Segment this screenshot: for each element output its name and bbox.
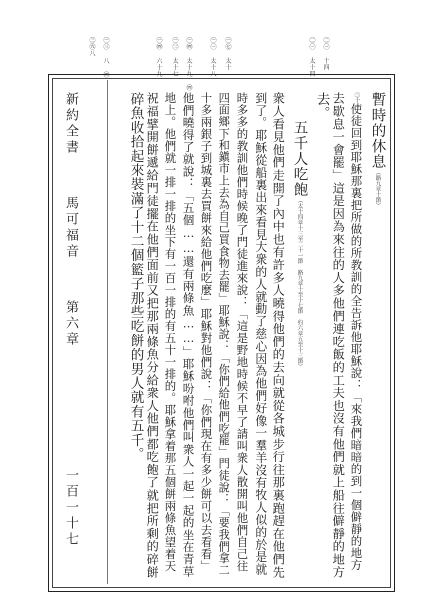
text-column <box>254 92 266 576</box>
text-column <box>128 92 142 461</box>
text-line: 十多兩銀子到城裏去買餅來給他們吃麼」耶穌對他們說：「你們現在有多少餅可以去看看」 <box>199 92 214 572</box>
section-heading-ref: 太十四章十三至二十一節 路九章十至十七節 約六章五至十三節 <box>296 203 303 364</box>
text-column <box>235 92 250 572</box>
text-column <box>146 92 158 578</box>
text-line: 地上。他們就一排一排的坐下有一百一排的有五十一排的。耶穌拿着那五個餅兩條魚望着天 <box>163 92 178 572</box>
cross-ref-note: ㊀㊁ 太十七 <box>171 37 178 77</box>
gospel-title: 馬可福音 <box>63 196 78 260</box>
verse-number: ㊂十 <box>353 92 360 103</box>
book-title: 新約全書 <box>63 92 78 156</box>
cross-ref-note: ㊁㊀ 十四 <box>322 37 329 71</box>
page-number: 一百一十七 <box>63 468 78 548</box>
cross-ref-note: ㊂㊈八 <box>88 37 95 57</box>
section-heading-title: 暫時的休息 <box>369 92 386 170</box>
column-rule <box>107 80 108 584</box>
cross-ref-note: ㊀㊂ 八 ㊃ <box>102 37 109 78</box>
text-line: 他們曉得了就說：「五個……還有兩條魚……」耶穌吩咐他們叫衆人一起一起的坐在青草 <box>181 92 196 578</box>
text-column <box>182 92 194 577</box>
text-column <box>163 92 178 572</box>
cross-ref-note: ㊀㊆ 太十 <box>224 37 231 71</box>
text-line: 去。 <box>313 92 330 121</box>
section-heading-ref: 路九章十節 <box>374 175 381 203</box>
text-line: 衆人看見他們走開了內中也有許多人曉得他們的去向就從各城步行往那裏跑趕在他們先 <box>271 92 286 579</box>
text-line: 時多多的教訓他們時候晚了門徒進來說：「這是野地時候不早了請叫衆人散開叫他們自己往 <box>235 92 250 572</box>
cross-ref-note: ㊀㊃ 太十九 ㊃ <box>185 37 192 91</box>
text-column <box>332 92 344 578</box>
section-heading: 五千人吃飽（太十四章十三至二十一節 路九章十至十七節 約六章五至十三節） <box>291 120 308 369</box>
text-column <box>349 92 364 578</box>
text-line: 四面鄉下和鎭市上去為自己買食物去罷」耶穌說：「你們給他們吃罷」門徒說：「要我們拿二 <box>217 92 231 576</box>
section-heading: 暫時的休息（路九章十節） <box>369 92 386 208</box>
text-line: 祝福擘開餅遞給門徒擺在他們面前又把那兩條魚分給衆人他們都吃飽了就把所剩的碎餅 <box>145 92 160 579</box>
text-line: 使徒回到耶穌那裏把所做的所教訓的全告訴他耶穌說：「來我們暗暗的到一個僻靜的地方 <box>349 103 364 571</box>
text-line: 去歇息一會罷」這是因為來往的人多他們連吃飯的工夫也沒有他們就上船往僻靜的地方 <box>331 92 346 579</box>
section-heading-title: 五千人吃飽 <box>291 120 308 198</box>
text-column <box>199 92 214 572</box>
text-column <box>272 92 284 578</box>
text-column <box>314 92 328 120</box>
text-column <box>218 92 229 576</box>
text-line: 到了。耶穌從船裏出來看見大衆的人就動了慈心因為他們好像一羣羊沒有牧人似的於是就 <box>253 92 268 576</box>
text-line: 碎魚收拾起來裝滿了十二個籃子那些吃餅的男人就有五千。 <box>127 92 144 462</box>
chapter-label: 第六章 <box>63 300 78 348</box>
cross-ref-note: ㊀㊃ 六十九 <box>155 37 162 77</box>
cross-ref-note: ㊁㊀ 太十四 <box>308 37 315 77</box>
cross-ref-note: ㊀㊀ 太十八 <box>209 37 216 77</box>
